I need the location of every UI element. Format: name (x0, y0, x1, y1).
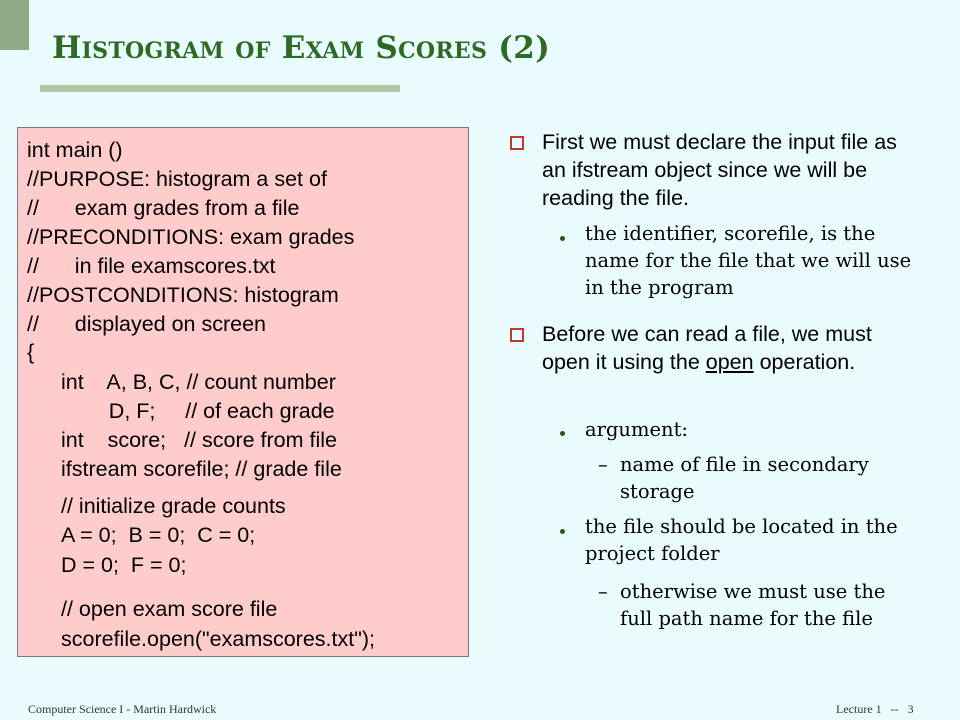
code-line: int A, B, C, // count number (61, 370, 336, 394)
code-line: A = 0; B = 0; C = 0; (61, 523, 256, 547)
code-line: int score; // score from file (61, 428, 337, 452)
footer-page-number: Lecture 1 -- 3 (836, 702, 914, 716)
open-keyword: open (705, 350, 754, 374)
sub-sub-bullet-text: otherwise we must use the full path name for the file (620, 580, 886, 630)
title-underline-bar (40, 85, 400, 92)
code-line: // in file examscores.txt (27, 254, 276, 278)
bullet-text: First we must declare the input file as an ifstream object since we will be reading the file. (542, 130, 897, 210)
code-line: //POSTCONDITIONS: histogram (27, 283, 339, 307)
slide-title: Histogram of Exam Scores (2) (52, 30, 551, 66)
square-bullet-icon (510, 136, 524, 150)
square-bullet-icon (510, 328, 524, 342)
code-box (17, 127, 469, 657)
dot-bullet-icon (560, 236, 565, 241)
code-line: ifstream scorefile; // grade file (61, 457, 342, 481)
code-line: // displayed on screen (27, 312, 267, 336)
code-line: //PRECONDITIONS: exam grades (27, 225, 355, 249)
code-line: // initialize grade counts (61, 494, 286, 518)
footer-course: Computer Science I - Martin Hardwick (28, 702, 217, 716)
code-line: // open exam score file (61, 597, 278, 621)
sub-bullet-text: the identifier, scorefile, is the name for the file that we will use in the program (585, 222, 912, 299)
code-line: scorefile.open("examscores.txt"); (61, 627, 375, 651)
sub-bullet-text: argument: (585, 418, 688, 441)
dot-bullet-icon (560, 431, 565, 436)
code-line: // exam grades from a file (27, 196, 300, 220)
code-line: { (27, 340, 35, 364)
code-line: int main () (27, 138, 123, 162)
dash-bullet: – (598, 453, 608, 476)
sub-sub-bullet-text: name of file in secondary storage (620, 453, 869, 503)
sub-bullet-text: the file should be located in the project folder (585, 515, 898, 565)
code-line: D = 0; F = 0; (61, 553, 187, 577)
code-line: //PURPOSE: histogram a set of (27, 167, 327, 191)
dot-bullet-icon (560, 529, 565, 534)
code-line: D, F; // of each grade (61, 399, 335, 423)
dash-bullet: – (598, 580, 608, 603)
bullet-text: Before we can read a file, we must open it using the open operation. (542, 322, 872, 374)
accent-bar-left (0, 0, 29, 50)
